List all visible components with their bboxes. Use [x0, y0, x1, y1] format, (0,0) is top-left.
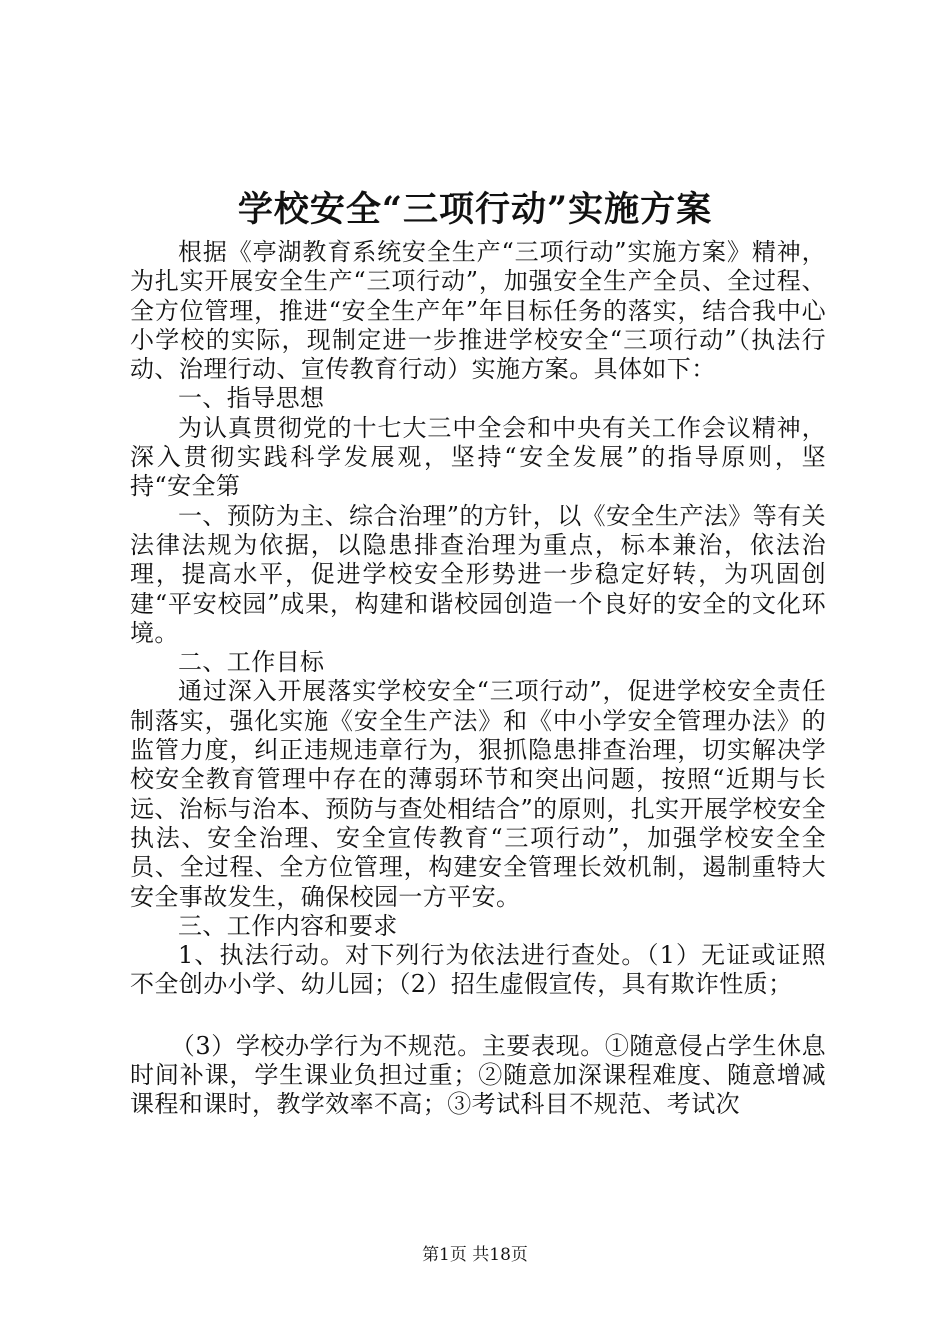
section-heading-guiding-ideology: 一、指导思想: [178, 384, 325, 413]
school-conduct-paragraph: （3）学校办学行为不规范。主要表现。①随意侵占学生休息时间补课，学生课业负担过重；②随意加深课程难度、随意增减课程和课时，教学效率不高；③考试科目不规范、考试次: [130, 1031, 826, 1119]
page-number-footer: 第1页 共18页: [422, 1245, 528, 1265]
enforcement-action-paragraph: 1、执法行动。对下列行为依法进行查处。（1）无证或证照不全创办小学、幼儿园；（2）招生虚假宣传，具有欺诈性质；: [130, 941, 826, 999]
guiding-ideology-continued-paragraph: 一、预防为主、综合治理”的方针，以《安全生产法》等有关法律法规为依据，以隐患排查治理为重点，标本兼治，依法治理，提高水平，促进学校安全形势进一步稳定好转，为巩固创建“平安校园”成果，构建和谐校园创造一个良好的安全的文化环境。: [130, 501, 826, 647]
work-goals-paragraph: 通过深入开展落实学校安全“三项行动”，促进学校安全责任制落实，强化实施《安全生产法》和《中小学安全管理办法》的监管力度，纠正违规违章行为，狠抓隐患排查治理，切实解决学校安全教育管理中存在的薄弱环节和突出问题，按照“近期与长远、治标与治本、预防与查处相结合”的原则，扎实开展学校安全执法、安全治理、安全宣传教育“三项行动”，加强学校安全全员、全过程、全方位管理，构建安全管理长效机制，遏制重特大安全事故发生，确保校园一方平安。: [130, 677, 826, 911]
document-title: 学校安全“三项行动”实施方案: [237, 189, 713, 230]
guiding-ideology-paragraph: 为认真贯彻党的十七大三中全会和中央有关工作会议精神，深入贯彻实践科学发展观，坚持“安全发展”的指导原则，坚持“安全第: [130, 413, 826, 501]
section-heading-work-goals: 二、工作目标: [178, 648, 325, 677]
section-heading-work-content: 三、工作内容和要求: [178, 911, 398, 940]
intro-paragraph: 根据《亭湖教育系统安全生产“三项行动”实施方案》精神，为扎实开展安全生产“三项行动”，加强安全生产全员、全过程、全方位管理，推进“安全生产年”年目标任务的落实，结合我中心小学校的实际，现制定进一步推进学校安全“三项行动”（执法行动、治理行动、宣传教育行动）实施方案。具体如下：: [130, 238, 826, 384]
document-body: [130, 238, 826, 1120]
